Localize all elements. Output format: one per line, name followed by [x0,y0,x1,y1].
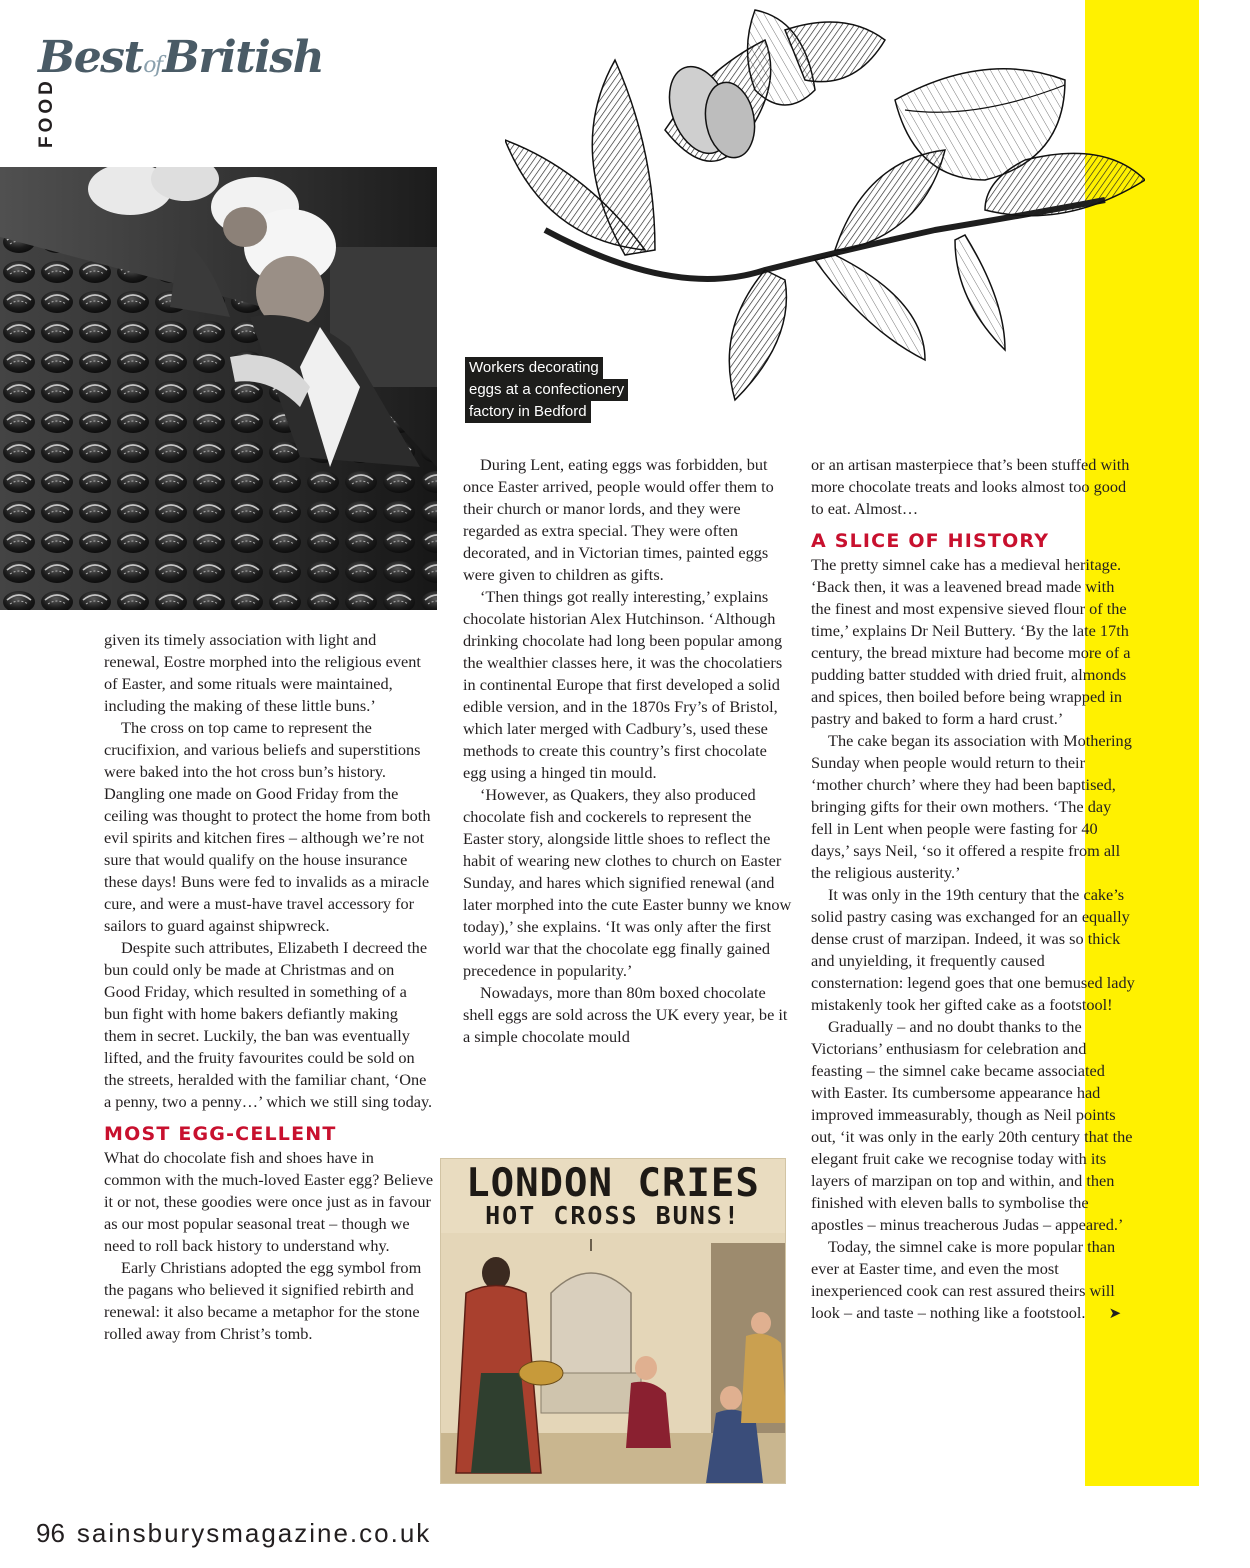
paragraph: What do chocolate fish and shoes have in common with the much-loved Easter egg? Believe it or not, these goodies were once just as in favour as our most popular seasonal treat – though we need to roll back history to understand why. [104,1148,434,1255]
masthead-of: of [143,53,162,78]
street-seller-illustration [441,1233,786,1484]
caption-line: Workers decorating [465,357,603,379]
paragraph: Nowadays, more than 80m boxed chocolate shell eggs are sold across the UK every year, be it a simple chocolate mould [463,983,788,1046]
article-column-2 [463,454,793,1048]
paragraph: ‘However, as Quakers, they also produced chocolate fish and cockerels to represent the Easter story, alongside little shoes to reflect the habit of wearing new clothes to church on Easter Sunday, and hares which signified renewal (and later morphed into the cute Easter bunny we know today),’ she explains. ‘It was only after the first world war that the chocolate egg finally gained precedence in popularity.’ [463,785,792,980]
poster-subtitle: HOT CROSS BUNS! [485,1201,741,1230]
paragraph: The cake began its association with Mothering Sunday when people would return to their ‘mother church’ where they had been baptised, bringing gifts for their own mothers. ‘The day fell in Lent when people were fasting for 40 days,’ says Neil, ‘so it offered a respite from all the religious austerity.’ [811,731,1132,882]
paragraph: ‘Then things got really interesting,’ explains chocolate historian Alex Hutchinson. ‘Although drinking chocolate had long been popular among the wealthier classes here, it was the chocolatiers in continental Europe that first developed a solid edible version, and in the 1870s Fry’s of Bristol, which later merged with Cadbury’s, used these methods to create this country’s first chocolate egg using a hinged tin mould. [463,587,783,782]
subheading-most-egg-cellent: MOST EGG-CELLENT [104,1123,337,1145]
paragraph: The pretty simnel cake has a medieval heritage. ‘Back then, it was a leavened bread made with the finest and most expensive sieved flour of the time,’ explains Dr Neil Buttery. ‘By the late 17th century, the bread mixture had become more of a pudding batter studded with dried fruit, almonds and spices, then boiled before being wrapped in pastry and baked to form a hard crust.’ [811,555,1131,728]
website-link[interactable]: sainsburysmagazine.co.uk [76,1518,432,1548]
article-column-1 [104,629,434,1345]
subheading-a-slice-of-history: A SLICE OF HISTORY [811,530,1050,552]
masthead-logo [38,32,323,83]
paragraph: or an artisan masterpiece that’s been stuffed with more chocolate treats and looks almost too good to eat. Almost… [811,455,1130,518]
caption-line: eggs at a confectionery [465,379,628,401]
caption-line: factory in Bedford [465,401,591,423]
paragraph: given its timely association with light and renewal, Eostre morphed into the religious event of Easter, and some rituals were maintained, including the making of these little buns.’ [104,630,421,715]
poster-title: LONDON CRIES [466,1161,760,1206]
paragraph: Early Christians adopted the egg symbol from the pagans who believed it signified rebirth and renewal: it also became a metaphor for the stone rolled away from Christ’s tomb. [104,1258,422,1343]
paragraph: Gradually – and no doubt thanks to the Victorians’ enthusiasm for celebration and feasting – the simnel cake became associated with Easter. Its cumbersome appearance had improved immeasurably, though as Neil points out, ‘it was only in the early 20th century that the elegant fruit cake we recognise today with its layers of marzipan on top and within, and then finished with eleven balls to symbolise the apostles – minus treacherous Judas – appeared.’ [811,1017,1133,1234]
page-footer [36,1518,431,1549]
factory-photo [0,167,437,610]
paragraph: The cross on top came to represent the crucifixion, and various beliefs and superstitions were baked into the hot cross bun’s history. Dangling one made on Good Friday from the ceiling was thought to protect the home from both evil spirits and kitchen fires – although we’re not sure that would qualify on the house insurance these days! Buns were fed to invalids as a miracle cure, and were a must-have travel accessory for sailors to guard against shipwreck. [104,718,431,935]
masthead-british: British [162,32,324,83]
photo-caption [465,357,628,423]
paragraph: It was only in the 19th century that the cake’s solid pastry casing was exchanged for an equally dense crust of marzipan. Indeed, it was so thick and unyielding, it frequently caused consternation: legend goes that one bemused lady mistakenly took her gifted cake as a footstool! [811,885,1135,1014]
masthead-best: Best [38,32,143,83]
paragraph-final [811,1236,1136,1325]
paragraph: During Lent, eating eggs was forbidden, but once Easter arrived, people would offer them to their church or manor lords, and they were regarded as extra special. They were often decorated, and in Victorian times, painted eggs were given to children as gifts. [463,455,774,584]
london-cries-poster [440,1158,786,1484]
paragraph: Despite such attributes, Elizabeth I decreed the bun could only be made at Christmas and on Good Friday, which resulted in something of a bun fight with home bakers defiantly making them in secret. Luckily, the ban was eventually lifted, and the fruity favourites could be sold on the streets, heralded with the familiar chant, ‘One a penny, two a penny…’ which we still sing today. [104,938,433,1111]
continue-arrow-icon: ➤ [1108,1306,1122,1322]
article-column-3 [811,454,1136,1325]
page-number: 96 [36,1518,65,1548]
section-label: FOOD [36,77,57,148]
paragraph-text: Today, the simnel cake is more popular than ever at Easter time, and even the most inexperienced cook can rest assured theirs will look – and taste – nothing like a footstool. [811,1237,1116,1322]
